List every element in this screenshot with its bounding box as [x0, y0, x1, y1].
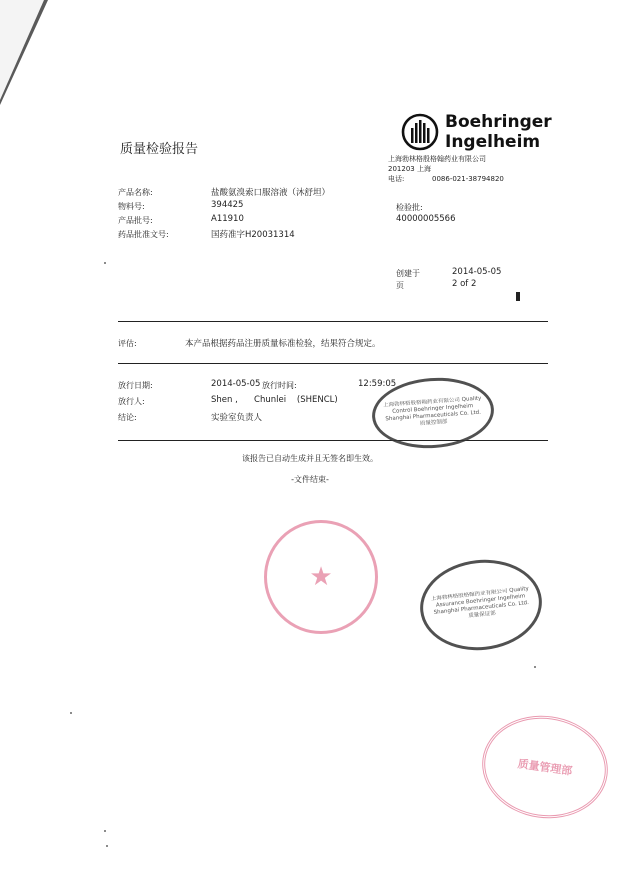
release-date-value: 2014-05-05	[211, 379, 261, 389]
approval-value: 国药准字H20031314	[211, 230, 295, 240]
release-time-value: 12:59:05	[358, 379, 397, 389]
release-time-label: 放行时间:	[262, 381, 297, 390]
pink-department-stamp-text: 质量管理部	[516, 756, 574, 778]
scan-fold-corner-inner	[0, 0, 44, 100]
end-of-document: -文件结束-	[291, 475, 329, 484]
evaluation-text: 本产品根据药品注册质量标准检验，结果符合规定。	[185, 339, 381, 349]
company-postcode: 201203 上海	[388, 165, 431, 173]
inspection-value: 40000005566	[396, 214, 456, 224]
page-label: 页	[396, 281, 404, 290]
release-person-label: 放行人:	[118, 397, 145, 406]
material-value: 394425	[211, 200, 244, 210]
scan-speck	[104, 830, 106, 832]
quality-assurance-stamp-text: 上海勃林格殷格翰药业有限公司 Quality Assurance Boehringer Ingelheim Shanghai Pharmaceuticals Co. Ltd. 质量保证部	[430, 585, 530, 620]
inspection-label: 检验批:	[396, 203, 423, 212]
release-date-label: 放行日期:	[118, 381, 153, 390]
stamp-star-icon: ★	[309, 562, 333, 592]
divider-bottom	[118, 440, 548, 441]
company-phone-label: 电话:	[388, 175, 405, 183]
brand-block	[388, 112, 600, 188]
red-official-stamp	[264, 520, 378, 634]
scan-mark	[516, 292, 520, 301]
release-person-value: Shen , Chunlei (SHENCL)	[211, 395, 338, 405]
product-name-value: 盐酸氨溴索口服溶液（沐舒坦）	[211, 188, 331, 198]
boehringer-logo-icon	[400, 112, 440, 152]
batch-label: 产品批号:	[118, 216, 153, 225]
approval-label: 药品批准文号:	[118, 230, 169, 239]
quality-control-stamp-text: 上海勃林格殷格翰药业有限公司 Quality Control Boehringer Ingelheim Shanghai Pharmaceuticals Co. Ltd. 质量控制部	[382, 395, 482, 427]
scan-speck	[70, 712, 72, 714]
scan-speck	[534, 666, 536, 668]
page-title: 质量检验报告	[120, 142, 199, 157]
page-value: 2 of 2	[452, 279, 477, 289]
company-phone: 0086-021-38794820	[432, 175, 504, 183]
conclusion-value: 实验室负责人	[211, 413, 263, 423]
quality-assurance-stamp	[416, 554, 547, 656]
pink-department-stamp	[476, 708, 615, 827]
divider-middle	[118, 363, 548, 364]
material-label: 物料号:	[118, 202, 145, 211]
brand-name	[445, 112, 552, 152]
scan-speck	[104, 262, 106, 264]
company-name: 上海勃林格殷格翰药业有限公司	[388, 155, 486, 163]
divider-top	[118, 321, 548, 322]
evaluation-label: 评估:	[118, 339, 137, 348]
created-label: 创建于	[396, 269, 420, 278]
product-name-label: 产品名称:	[118, 188, 153, 197]
created-value: 2014-05-05	[452, 267, 502, 277]
conclusion-label: 结论:	[118, 413, 137, 422]
scan-speck	[106, 845, 108, 847]
auto-generated-notice: 该报告已自动生成并且无签名即生效。	[242, 454, 378, 463]
batch-value: A11910	[211, 214, 244, 224]
brand-name-line1: Boehringer	[445, 112, 552, 132]
brand-name-line2: Ingelheim	[445, 132, 541, 152]
